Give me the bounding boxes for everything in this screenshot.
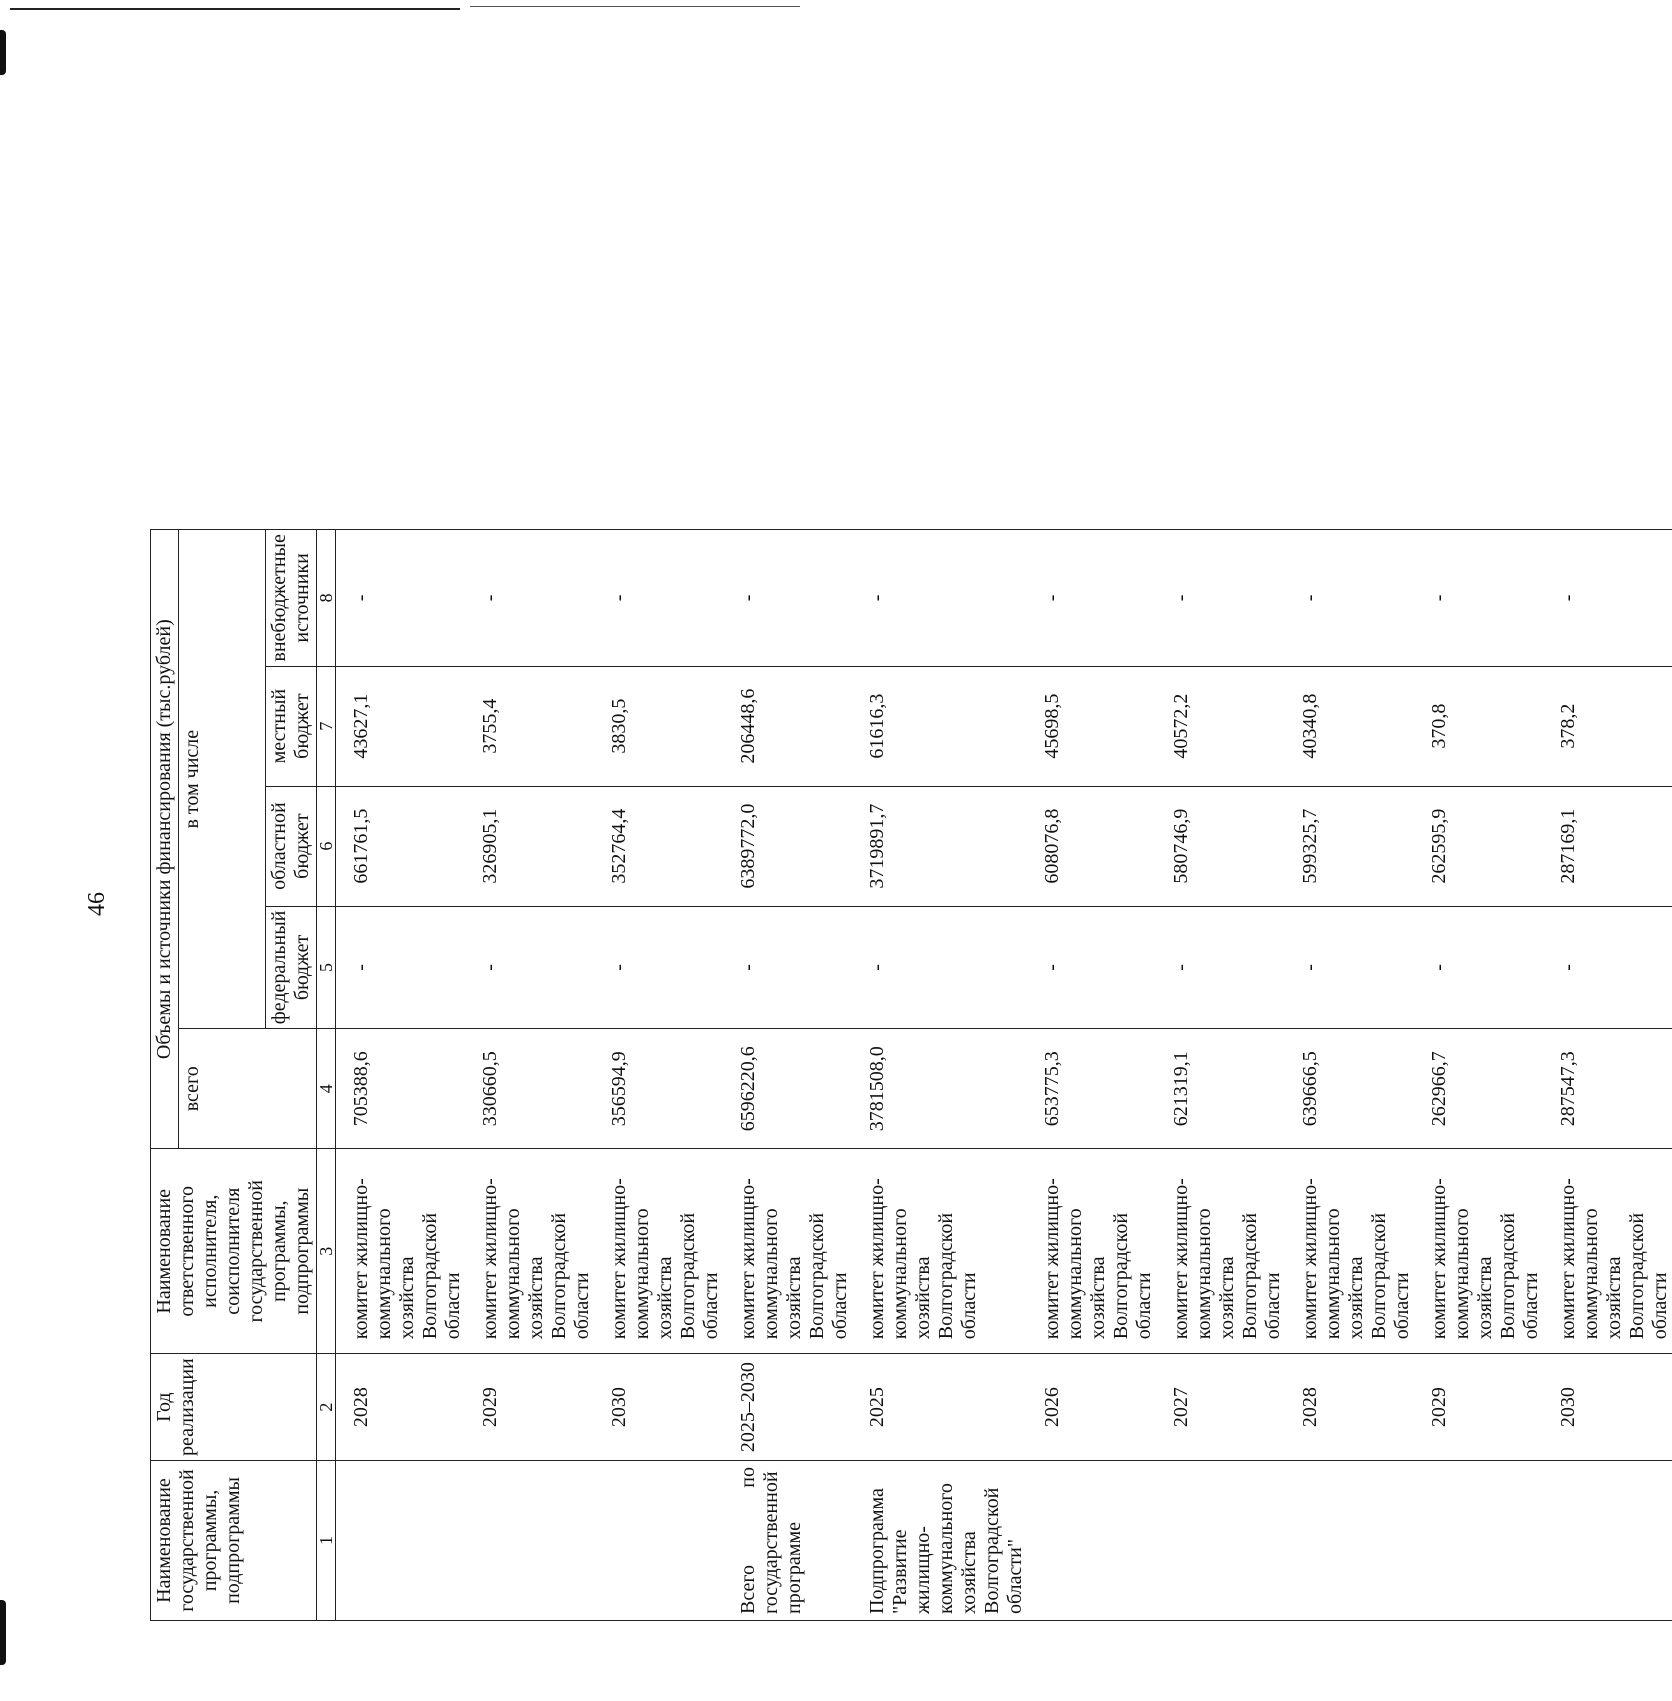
cell-program (1027, 1461, 1156, 1621)
column-number: 5 (317, 906, 336, 1029)
cell-executor: комитет жилищно-коммунального хозяйства Волгоградской области (1285, 1149, 1414, 1354)
cell-regional: 287169,1 (1543, 786, 1672, 906)
table-row (1414, 530, 1543, 1621)
cell-total: 6596220,6 (723, 1029, 852, 1149)
cell-regional: 599325,7 (1285, 786, 1414, 906)
cell-extra: - (336, 530, 466, 667)
cell-program (465, 1461, 594, 1621)
cell-local: 43627,1 (336, 666, 466, 786)
cell-program (1285, 1461, 1414, 1621)
header-total: всего (179, 1029, 317, 1149)
cell-federal: - (1414, 906, 1543, 1029)
cell-regional: 352764,4 (594, 786, 723, 906)
cell-total: 3781508,0 (852, 1029, 1027, 1149)
header-extra: внебюджетные источники (266, 530, 317, 667)
cell-year: 2028 (1285, 1354, 1414, 1461)
cell-regional: 580746,9 (1156, 786, 1285, 906)
header-federal: федеральный бюджет (266, 906, 317, 1029)
cell-executor: комитет жилищно-коммунального хозяйства Волгоградской области (594, 1149, 723, 1354)
cell-executor: комитет жилищно-коммунального хозяйства Волгоградской области (1156, 1149, 1285, 1354)
cell-year: 2025 (852, 1354, 1027, 1461)
column-number: 2 (317, 1354, 336, 1461)
cell-extra: - (1543, 530, 1672, 667)
cell-extra: - (1156, 530, 1285, 667)
cell-year: 2028 (336, 1354, 466, 1461)
cell-federal: - (723, 906, 852, 1029)
cell-local: 61616,3 (852, 666, 1027, 786)
cell-federal: - (1027, 906, 1156, 1029)
table-row (594, 530, 723, 1621)
table-row (336, 530, 466, 1621)
table-row (465, 530, 594, 1621)
cell-total: 356594,9 (594, 1029, 723, 1149)
cell-federal: - (336, 906, 466, 1029)
cell-executor: комитет жилищно-коммунального хозяйства Волгоградской области (723, 1149, 852, 1354)
cell-executor: комитет жилищно-коммунального хозяйства Волгоградской области (1027, 1149, 1156, 1354)
cell-program (336, 1461, 466, 1621)
cell-executor: комитет жилищно-коммунального хозяйства Волгоградской области (1543, 1149, 1672, 1354)
cell-year: 2030 (594, 1354, 723, 1461)
cell-total: 653775,3 (1027, 1029, 1156, 1149)
cell-executor: комитет жилищно-коммунального хозяйства Волгоградской области (1414, 1149, 1543, 1354)
column-number: 1 (317, 1461, 336, 1621)
cell-year: 2029 (1414, 1354, 1543, 1461)
cell-program (594, 1461, 723, 1621)
cell-federal: - (1156, 906, 1285, 1029)
cell-federal: - (1285, 906, 1414, 1029)
cell-local: 370,8 (1414, 666, 1543, 786)
table-row (1156, 530, 1285, 1621)
cell-executor: комитет жилищно-коммунального хозяйства Волгоградской области (852, 1149, 1027, 1354)
header-regional: областной бюджет (266, 786, 317, 906)
cell-program (1156, 1461, 1285, 1621)
cell-local: 206448,6 (723, 666, 852, 786)
cell-regional: 262595,9 (1414, 786, 1543, 906)
cell-year: 2030 (1543, 1354, 1672, 1461)
cell-local: 378,2 (1543, 666, 1672, 786)
cell-executor: комитет жилищно-коммунального хозяйства Волгоградской области (336, 1149, 466, 1354)
cell-program (1414, 1461, 1543, 1621)
cell-total: 330660,5 (465, 1029, 594, 1149)
cell-local: 45698,5 (1027, 666, 1156, 786)
cell-extra: - (1027, 530, 1156, 667)
page-number: 46 (84, 892, 110, 916)
column-number: 8 (317, 530, 336, 667)
cell-federal: - (852, 906, 1027, 1029)
cell-federal: - (465, 906, 594, 1029)
table-row (1285, 530, 1414, 1621)
header-program: Наименование государственной программы, подпрограммы (151, 1461, 317, 1621)
cell-program: Всего по государственной программе (723, 1461, 852, 1621)
cell-regional: 326905,1 (465, 786, 594, 906)
cell-regional: 3719891,7 (852, 786, 1027, 906)
cell-federal: - (1543, 906, 1672, 1029)
cell-regional: 6389772,0 (723, 786, 852, 906)
cell-total: 639666,5 (1285, 1029, 1414, 1149)
cell-extra: - (852, 530, 1027, 667)
column-number: 7 (317, 666, 336, 786)
cell-regional: 661761,5 (336, 786, 466, 906)
header-including: в том числе (179, 530, 266, 1029)
cell-extra: - (1414, 530, 1543, 667)
cell-extra: - (1285, 530, 1414, 667)
cell-federal: - (594, 906, 723, 1029)
cell-year: 2027 (1156, 1354, 1285, 1461)
cell-year: 2026 (1027, 1354, 1156, 1461)
cell-program (1543, 1461, 1672, 1621)
cell-total: 621319,1 (1156, 1029, 1285, 1149)
cell-local: 3755,4 (465, 666, 594, 786)
cell-local: 40340,8 (1285, 666, 1414, 786)
table-row (723, 530, 852, 1621)
header-local: местный бюджет (266, 666, 317, 786)
cell-extra: - (723, 530, 852, 667)
table-row (852, 530, 1027, 1621)
column-number: 3 (317, 1149, 336, 1354)
cell-total: 705388,6 (336, 1029, 466, 1149)
table-row (1027, 530, 1156, 1621)
cell-extra: - (594, 530, 723, 667)
cell-year: 2025–2030 (723, 1354, 852, 1461)
cell-regional: 608076,8 (1027, 786, 1156, 906)
cell-total: 262966,7 (1414, 1029, 1543, 1149)
funding-table (150, 529, 1672, 1621)
column-number: 6 (317, 786, 336, 906)
cell-year: 2029 (465, 1354, 594, 1461)
header-year: Год реализации (151, 1354, 317, 1461)
column-number: 4 (317, 1029, 336, 1149)
cell-total: 287547,3 (1543, 1029, 1672, 1149)
cell-extra: - (465, 530, 594, 667)
header-funding: Объемы и источники финансирования (тыс.рублей) (151, 530, 179, 1149)
cell-local: 3830,5 (594, 666, 723, 786)
table-row (1543, 530, 1672, 1621)
cell-local: 40572,2 (1156, 666, 1285, 786)
header-executor: Наименование ответственного исполнителя, соисполнителя государственной программы, подпрограммы (151, 1149, 317, 1354)
cell-program: Подпрограмма "Развитие жилищно-коммунального хозяйства Волгоградской области" (852, 1461, 1027, 1621)
cell-executor: комитет жилищно-коммунального хозяйства Волгоградской области (465, 1149, 594, 1354)
